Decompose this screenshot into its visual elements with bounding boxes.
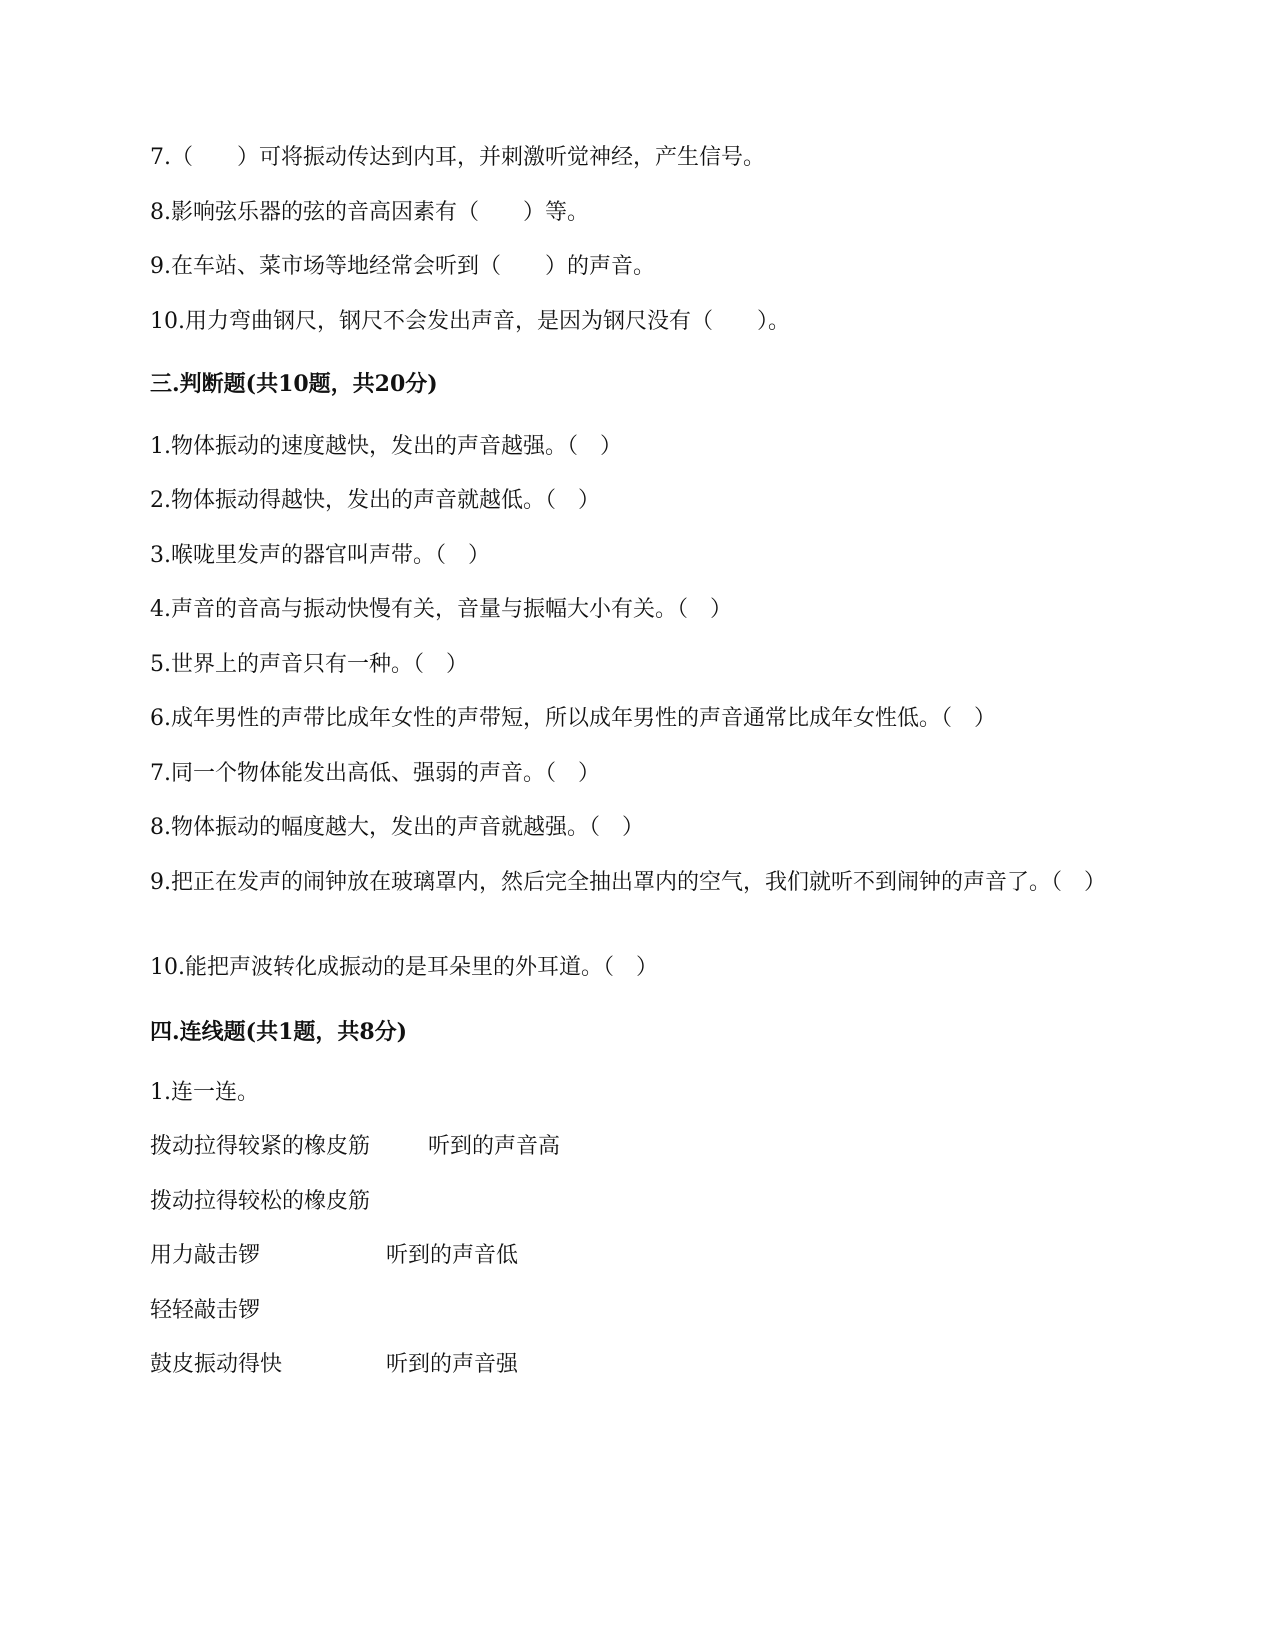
matching-left-item-5: 鼓皮振动得快 (150, 1352, 283, 1377)
judgment-question-6: 6.成年男性的声带比成年女性的声带短，所以成年男性的声音通常比成年女性低。（ ） (150, 706, 996, 731)
matching-question: 1.连一连。 (150, 1080, 259, 1105)
fill-blank-question-10: 10.用力弯曲钢尺，钢尺不会发出声音，是因为钢尺没有（ ）。 (150, 309, 790, 334)
matching-right-item-2: 听到的声音低 (386, 1243, 519, 1268)
matching-left-item-4: 轻轻敲击锣 (150, 1298, 261, 1323)
judgment-question-5: 5.世界上的声音只有一种。（ ） (150, 652, 468, 677)
matching-left-item-1: 拨动拉得较紧的橡皮筋 (150, 1134, 371, 1159)
section-title-matching: 四.连线题(共1题，共8分) (150, 1019, 408, 1045)
judgment-question-7: 7.同一个物体能发出高低、强弱的声音。（ ） (150, 761, 600, 786)
matching-right-item-3: 听到的声音强 (386, 1352, 519, 1377)
judgment-question-2: 2.物体振动得越快，发出的声音就越低。（ ） (150, 488, 600, 513)
matching-left-item-3: 用力敲击锣 (150, 1243, 261, 1268)
section-title-judgment: 三.判断题(共10题，共20分) (150, 371, 438, 397)
judgment-question-1: 1.物体振动的速度越快，发出的声音越强。（ ） (150, 434, 622, 459)
judgment-question-9: 9.把正在发声的闹钟放在玻璃罩内，然后完全抽出罩内的空气，我们就听不到闹钟的声音了。（ ） (150, 870, 1106, 895)
matching-left-item-2: 拨动拉得较松的橡皮筋 (150, 1189, 371, 1214)
judgment-question-10: 10.能把声波转化成振动的是耳朵里的外耳道。（ ） (150, 955, 658, 980)
judgment-question-4: 4.声音的音高与振动快慢有关，音量与振幅大小有关。（ ） (150, 597, 732, 622)
fill-blank-question-9: 9.在车站、菜市场等地经常会听到（ ）的声音。 (150, 254, 655, 279)
judgment-question-8: 8.物体振动的幅度越大，发出的声音就越强。（ ） (150, 815, 644, 840)
matching-right-item-1: 听到的声音高 (428, 1134, 561, 1159)
fill-blank-question-8: 8.影响弦乐器的弦的音高因素有（ ）等。 (150, 200, 589, 225)
judgment-question-3: 3.喉咙里发声的器官叫声带。（ ） (150, 543, 490, 568)
fill-blank-question-7: 7.（ ）可将振动传达到内耳，并刺激听觉神经，产生信号。 (150, 145, 765, 170)
